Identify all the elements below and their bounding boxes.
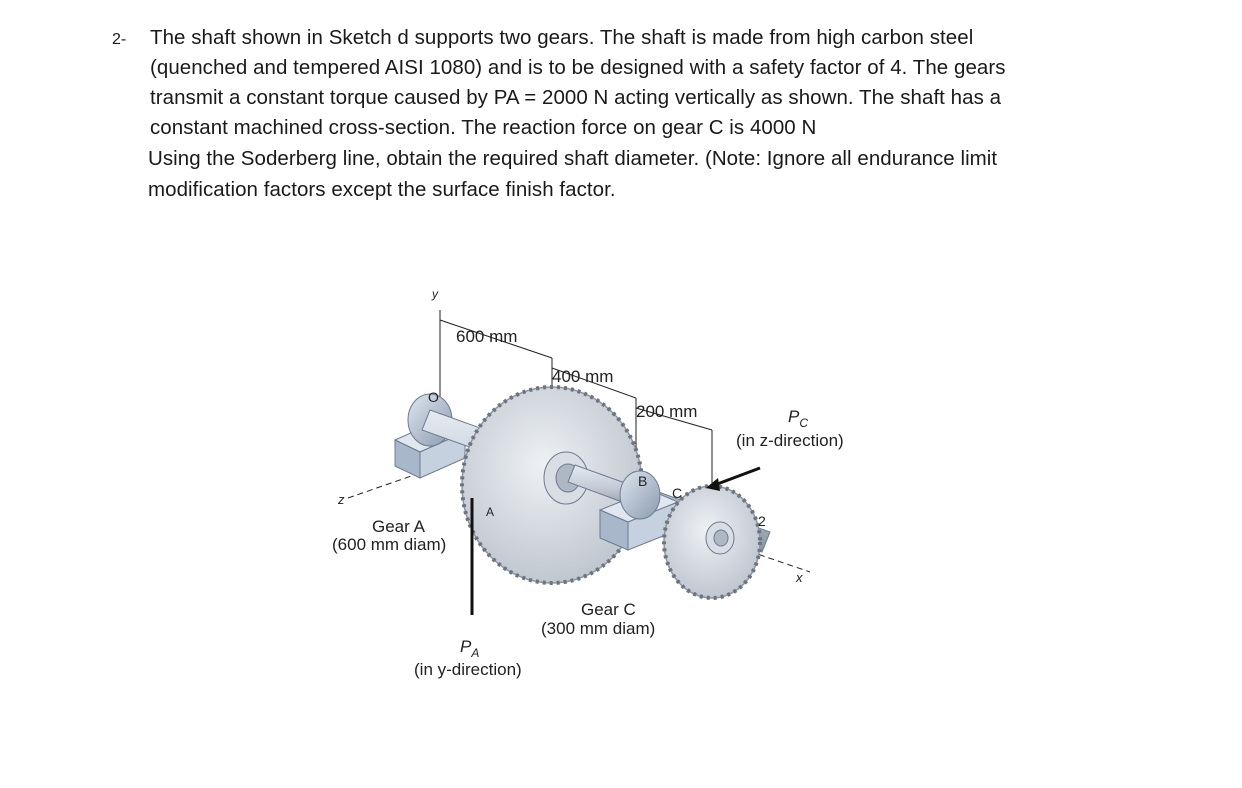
axis-x-label: x xyxy=(796,570,803,585)
problem-line-1: The shaft shown in Sketch d supports two gears. The shaft is made from high carbon steel xyxy=(150,26,974,49)
problem-line-5: Using the Soderberg line, obtain the required shaft diameter. (Note: Ignore all endurance limit xyxy=(148,147,998,170)
problem-line-2: (quenched and tempered AISI 1080) and is to be designed with a safety factor of 4. The gears xyxy=(150,56,1006,79)
problem-number: 2- xyxy=(112,31,127,48)
pc-arrow xyxy=(712,468,760,486)
problem-line-4: constant machined cross-section. The reaction force on gear C is 4000 N xyxy=(150,116,817,139)
pa-label: $P_A$ xyxy=(460,637,480,660)
axis-z-label: z xyxy=(338,492,345,507)
origin-label: O xyxy=(428,389,439,405)
gear-a-name: Gear A xyxy=(372,517,425,536)
dim-200-label: 200 mm xyxy=(636,402,698,421)
problem-line-3: transmit a constant torque caused by PA = 2000 N acting vertically as shown. The shaft has a xyxy=(150,86,1002,109)
point-2-label: 2 xyxy=(758,513,766,529)
dim-400-label: 400 mm xyxy=(552,367,614,386)
point-b-label: B xyxy=(638,473,648,489)
gear-c-name: Gear C xyxy=(581,600,636,619)
gear-c xyxy=(664,486,760,598)
gear-a-diam: (600 mm diam) xyxy=(332,535,447,554)
problem-statement xyxy=(0,0,1242,220)
pc-label: $P_C$ xyxy=(788,407,809,430)
point-c-label: C xyxy=(672,485,683,501)
axis-y-label: y xyxy=(432,287,438,301)
shaft-figure xyxy=(300,270,900,710)
gear-c-diam: (300 mm diam) xyxy=(541,619,656,638)
point-a-label: A xyxy=(486,505,495,519)
problem-line-6: modification factors except the surface finish factor. xyxy=(148,178,616,201)
pc-direction: (in z-direction) xyxy=(736,431,844,450)
pa-direction: (in y-direction) xyxy=(414,660,522,679)
shaft-sketch xyxy=(300,270,900,710)
dim-600-label: 600 mm xyxy=(456,327,518,346)
